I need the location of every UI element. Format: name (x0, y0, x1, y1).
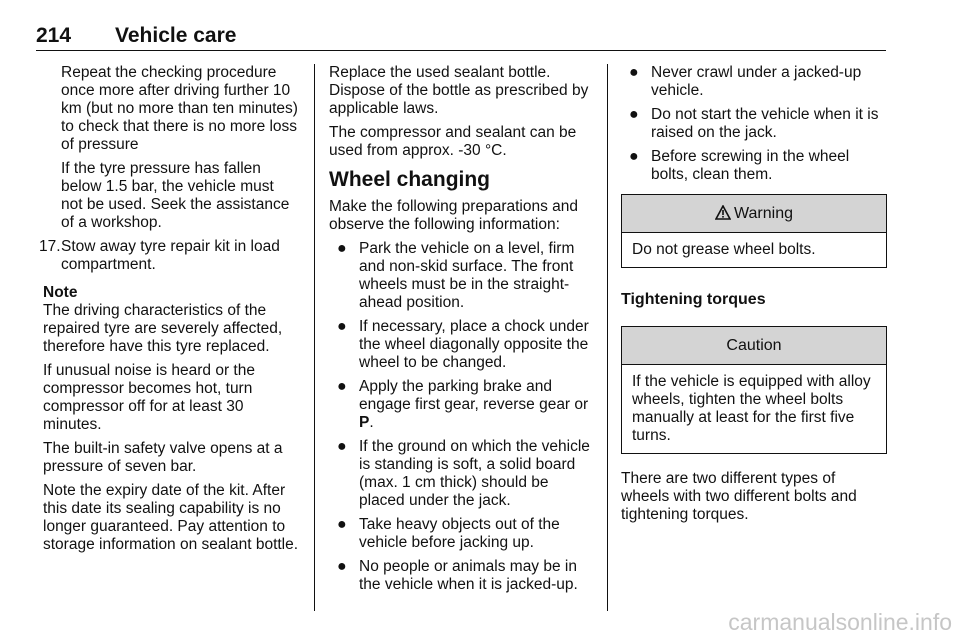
safety-list (621, 64, 887, 184)
note-paragraph: Note the expiry date of the kit. After this date its sealing capability is no longer guaranteed. Pay attention to storage information on sealant bottle. (43, 482, 299, 553)
intro-paragraph: Make the following preparations and observe the following information: (329, 198, 579, 233)
column-divider (314, 64, 315, 611)
list-item (337, 558, 593, 594)
warning-title: Warning (734, 205, 793, 222)
bullet-icon: ● (337, 318, 347, 335)
bullet-icon: ● (629, 64, 639, 81)
paragraph: Repeat the checking procedure once more after driving further 10 km (but no more than ten minutes) to check that there is no more loss of pressure (61, 64, 298, 153)
step-17 (39, 238, 299, 274)
list-item (337, 516, 593, 552)
heading-tightening-torques: Tightening torques (621, 291, 766, 308)
bullet-icon: ● (629, 106, 639, 123)
paragraph: There are two different types of wheels with two different bolts and tightening torques. (621, 470, 857, 523)
header-rule (36, 50, 886, 51)
list-item-text: Do not start the vehicle when it is raised on the jack. (651, 106, 879, 141)
bullet-icon: ● (337, 516, 347, 533)
caution-header (622, 327, 886, 365)
list-item-text: Park the vehicle on a level, firm and non-skid surface. The front wheels must be in the straight-ahead position. (359, 240, 575, 311)
bullet-icon: ● (629, 148, 639, 165)
column-left (39, 64, 299, 560)
caution-body: If the vehicle is equipped with alloy wheels, tighten the wheel bolts manually at least for the first five turns. (632, 373, 871, 444)
page-number: 214 (36, 24, 72, 47)
list-item-text: Never crawl under a jacked-up vehicle. (651, 64, 862, 99)
warning-triangle-icon (715, 205, 731, 220)
list-item-text: Take heavy objects out of the vehicle before jacking up. (359, 516, 560, 551)
column-divider (607, 64, 608, 611)
gear-p-suffix: . (369, 414, 374, 431)
list-item-text: No people or animals may be in the vehicle when it is jacked-up. (359, 558, 578, 593)
paragraph: If the tyre pressure has fallen below 1.5 bar, the vehicle must not be used. Seek the assistance of a workshop. (61, 160, 290, 231)
warning-box (621, 194, 887, 268)
paragraph: The compressor and sealant can be used from approx. -30 °C. (329, 124, 577, 159)
list-item-text-wrap (359, 378, 593, 432)
step-text: Stow away tyre repair kit in load compartment. (61, 238, 280, 273)
note-paragraph: The built-in safety valve opens at a pressure of seven bar. (43, 440, 283, 475)
paragraph: Replace the used sealant bottle. Dispose of the bottle as prescribed by applicable laws. (329, 64, 589, 117)
section-title: Vehicle care (115, 24, 237, 47)
note-title: Note (43, 284, 78, 301)
caution-title: Caution (726, 337, 782, 354)
watermark: carmanualsonline.info (728, 609, 952, 635)
note-paragraph: If unusual noise is heard or the compressor becomes hot, turn compressor off for at least 30 minutes. (43, 362, 255, 433)
gear-p-label: P (359, 414, 370, 431)
list-item (629, 106, 887, 142)
bullet-icon: ● (337, 378, 347, 395)
bullet-icon: ● (337, 240, 347, 257)
list-item (629, 148, 887, 184)
warning-header (622, 195, 886, 233)
list-item-text: If the ground on which the vehicle is standing is soft, a solid board (max. 1 cm thick) should be placed under the jack. (359, 438, 590, 509)
list-item-text: Before screwing in the wheel bolts, clean them. (651, 148, 850, 183)
caution-box (621, 326, 887, 454)
list-item (629, 64, 887, 100)
note-paragraph: The driving characteristics of the repaired tyre are severely affected, therefore have this tyre replaced. (43, 302, 283, 355)
page-header (36, 24, 886, 50)
preparation-list (329, 240, 593, 594)
column-middle (329, 64, 593, 600)
list-item (337, 240, 593, 312)
list-item-text: If necessary, place a chock under the wheel diagonally opposite the wheel to be changed. (359, 318, 589, 371)
step-number: 17. (39, 238, 61, 255)
list-item-text: Apply the parking brake and engage first gear, reverse gear or (359, 378, 589, 413)
list-item (337, 378, 593, 432)
warning-body: Do not grease wheel bolts. (632, 241, 816, 258)
bullet-icon: ● (337, 558, 347, 575)
column-right (621, 64, 887, 530)
bullet-icon: ● (337, 438, 347, 455)
list-item (337, 318, 593, 372)
heading-wheel-changing: Wheel changing (329, 168, 491, 191)
list-item (337, 438, 593, 510)
